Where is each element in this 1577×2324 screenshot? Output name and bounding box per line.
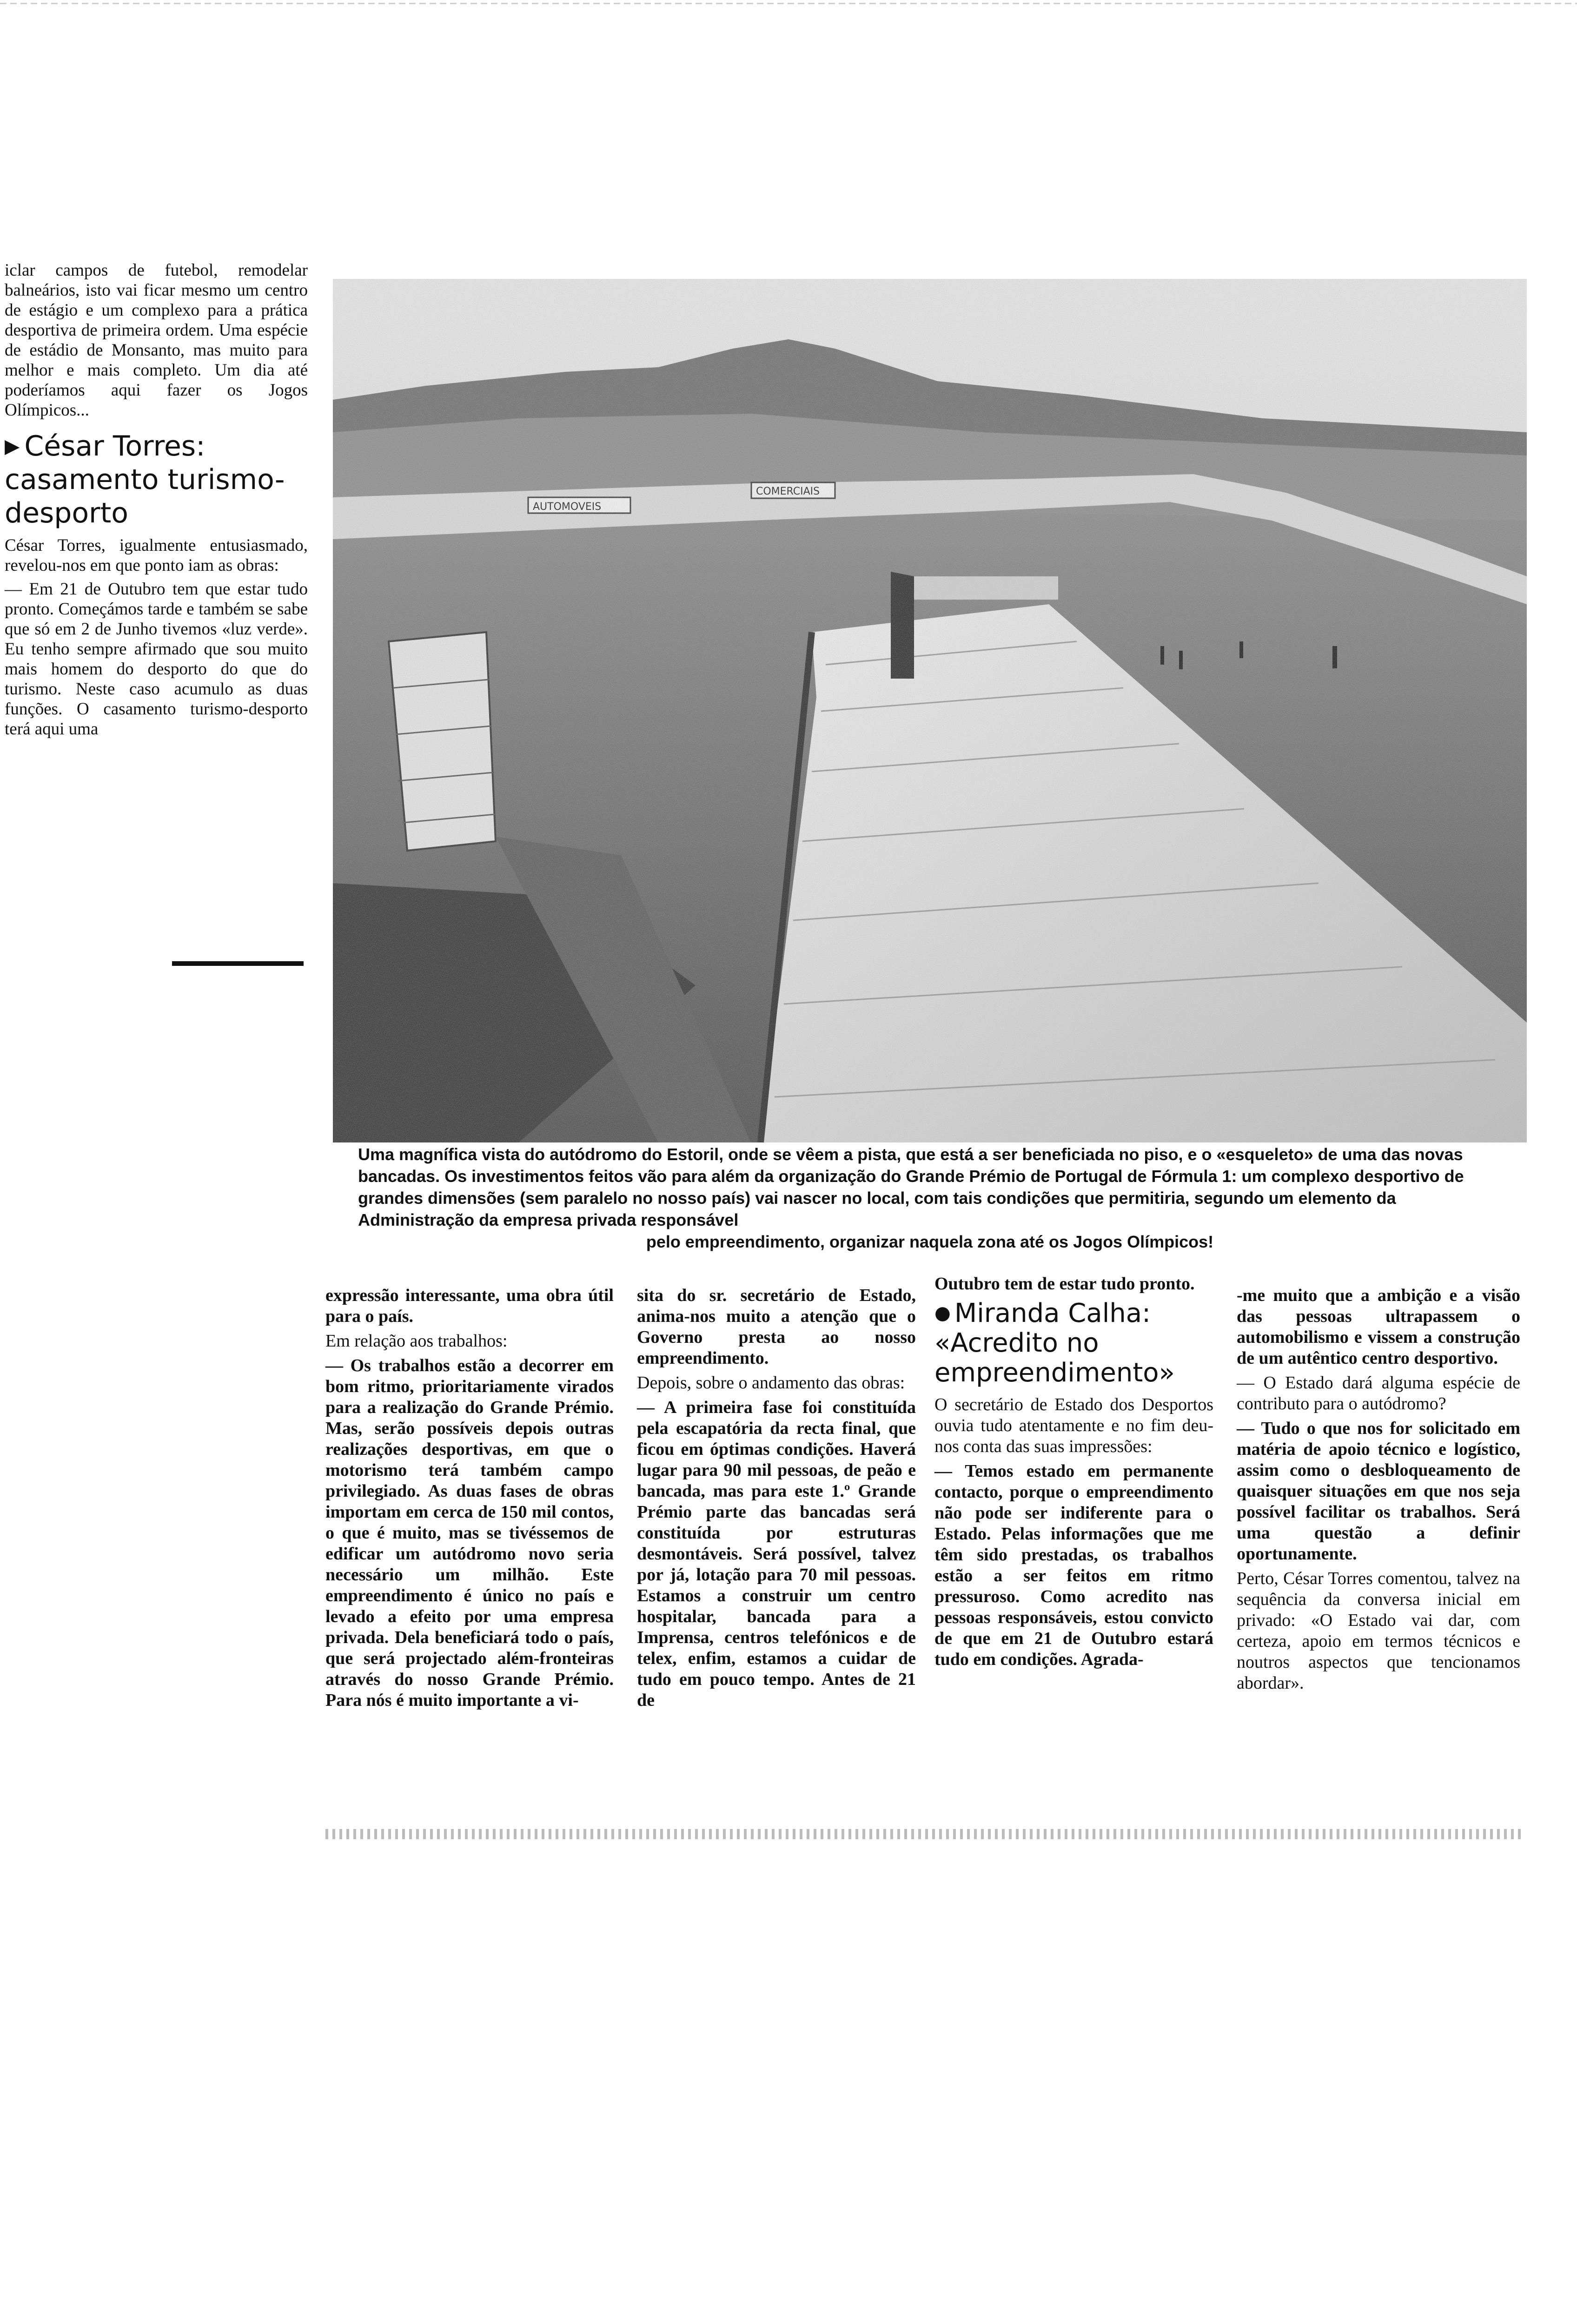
lead-intro: iclar campos de futebol, remodelar balneários, isto vai ficar mesmo um centro de estágio e um complexo para a prática desportiva de primeira ordem. Uma espécie de estádio de Monsanto, mas muito para melhor e mais completo. Um dia até poderíamos aqui fazer os Jogos Olímpicos... (5, 261, 308, 420)
bullet-icon: ▶ (5, 435, 20, 457)
paragraph: Perto, César Torres comentou, talvez na sequência da conversa inicial em privado: «O Estado vai dar, com certeza, apoio em termos técnicos e noutros aspectos que tencionamos abordar». (1237, 1569, 1520, 1693)
paragraph: Outubro tem de estar tudo pronto. (934, 1274, 1195, 1294)
paragraph: Depois, sobre o andamento das obras: (637, 1373, 905, 1393)
section-heading-miranda-calha (934, 1298, 1213, 1388)
heading-text: César Torres: casamento turismo-desporto (5, 430, 285, 529)
paragraph: — O Estado dará alguma espécie de contributo para o autódromo? (1237, 1373, 1520, 1413)
paragraph: César Torres, igualmente entusiasmado, revelou-nos em que ponto iam as obras: (5, 536, 308, 575)
paragraph: -me muito que a ambição e a visão das pessoas ultrapassem o automobilismo e vissem a construção de um autêntico centro desportivo. (1237, 1286, 1520, 1368)
paragraph: — Temos estado em permanente contacto, porque o empreendimento não pode ser indiferente para o Estado. Pelas informações que me têm sido prestadas, os trabalhos estão a ser feitos em ritmo pressuroso. Como acredito nas pessoas responsáveis, estou convicto de que em 21 de Outubro estará tudo em condições. Agrada- (934, 1461, 1213, 1669)
paragraph: — Os trabalhos estão a decorrer em bom ritmo, prioritariamente virados para a realização do Grande Prémio. Mas, serão possíveis depois outras realizações desportivas, em que o motorismo terá também campo privilegiado. As duas fases de obras importam em cerca de 150 mil contos, o que é muito, mas se tivéssemos de edificar um autódromo novo seria necessário um milhão. Este empreendimento é único no país e levado a efeito por uma empresa privada. Dela beneficiará todo o país, que será projectado além-fronteiras através do nosso Grande Prémio. Para nós é muito importante a vi- (325, 1356, 614, 1710)
paragraph: — A primeira fase foi constituída pela escapatória da recta final, que ficou em óptimas condições. Haverá lugar para 90 mil pessoas, de peão e bancada, mas para este 1.º Grande Prémio parte das bancadas será constituída por estruturas desmontáveis. Será possível, talvez por já, lotação para 70 mil pessoas. Estamos a construir um centro hospitalar, bancada para a Imprensa, centros telefónicos e de telex, enfim, estamos a cuidar de tudo em pouco tempo. Antes de 21 de (637, 1398, 916, 1710)
bullet-icon: ● (934, 1302, 951, 1324)
caption-last-line: pelo empreendimento, organizar naquela zona até os Jogos Olímpicos! (646, 1232, 1214, 1251)
heading-text: Miranda Calha: «Acredito no empreendimento» (934, 1298, 1175, 1388)
paragraph: sita do sr. secretário de Estado, anima-nos muito a atenção que o Governo presta ao nosso empreendimento. (637, 1286, 916, 1368)
scan-noise-line (325, 1829, 1525, 1839)
top-border (0, 3, 1577, 4)
article-column-3 (934, 1274, 1213, 1674)
lead-column (5, 260, 308, 743)
article-column-4 (1237, 1285, 1520, 1697)
paragraph: — Em 21 de Outubro tem que estar tudo pronto. Começámos tarde e também se sabe que só em 2 de Junho tivemos «luz verde». Eu tenho sempre afirmado que sou muito mais homem do desporto do que do turismo. Neste caso acumulo as duas funções. O casamento turismo-desporto terá aqui uma (5, 580, 308, 739)
article-column-1 (325, 1285, 614, 1715)
photo-illustration (333, 279, 1527, 1142)
paragraph: Em relação aos trabalhos: (325, 1331, 508, 1351)
article-column-2 (637, 1285, 916, 1715)
photo-caption (358, 1143, 1502, 1253)
caption-text: Uma magnífica vista do autódromo do Estoril, onde se vêem a pista, que está a ser beneficiada no piso, e o «esqueleto» de uma das novas bancadas. Os investimentos feitos vão para além da organização do Grande Prémio de Portugal de Fórmula 1: um complexo desportivo de grandes dimensões (sem paralelo no nosso país) vai nascer no local, com tais condições que permitiria, segundo um elemento da Administração da empresa privada responsável (358, 1145, 1464, 1229)
paragraph: O secretário de Estado dos Desportos ouvia tudo atentamente e no fim deu-nos conta das suas impressões: (934, 1395, 1213, 1456)
column-end-rule (172, 961, 304, 966)
autodrome-photo (333, 279, 1527, 1142)
paragraph: expressão interessante, uma obra útil para o país. (325, 1286, 614, 1326)
section-heading-cesar-torres (5, 429, 308, 530)
paragraph: — Tudo o que nos for solicitado em matéria de apoio técnico e logístico, assim como o desbloqueamento de quaisquer situações em que nos seja possível facilitar os trabalhos. Será uma questão a definir oportunamente. (1237, 1419, 1520, 1564)
